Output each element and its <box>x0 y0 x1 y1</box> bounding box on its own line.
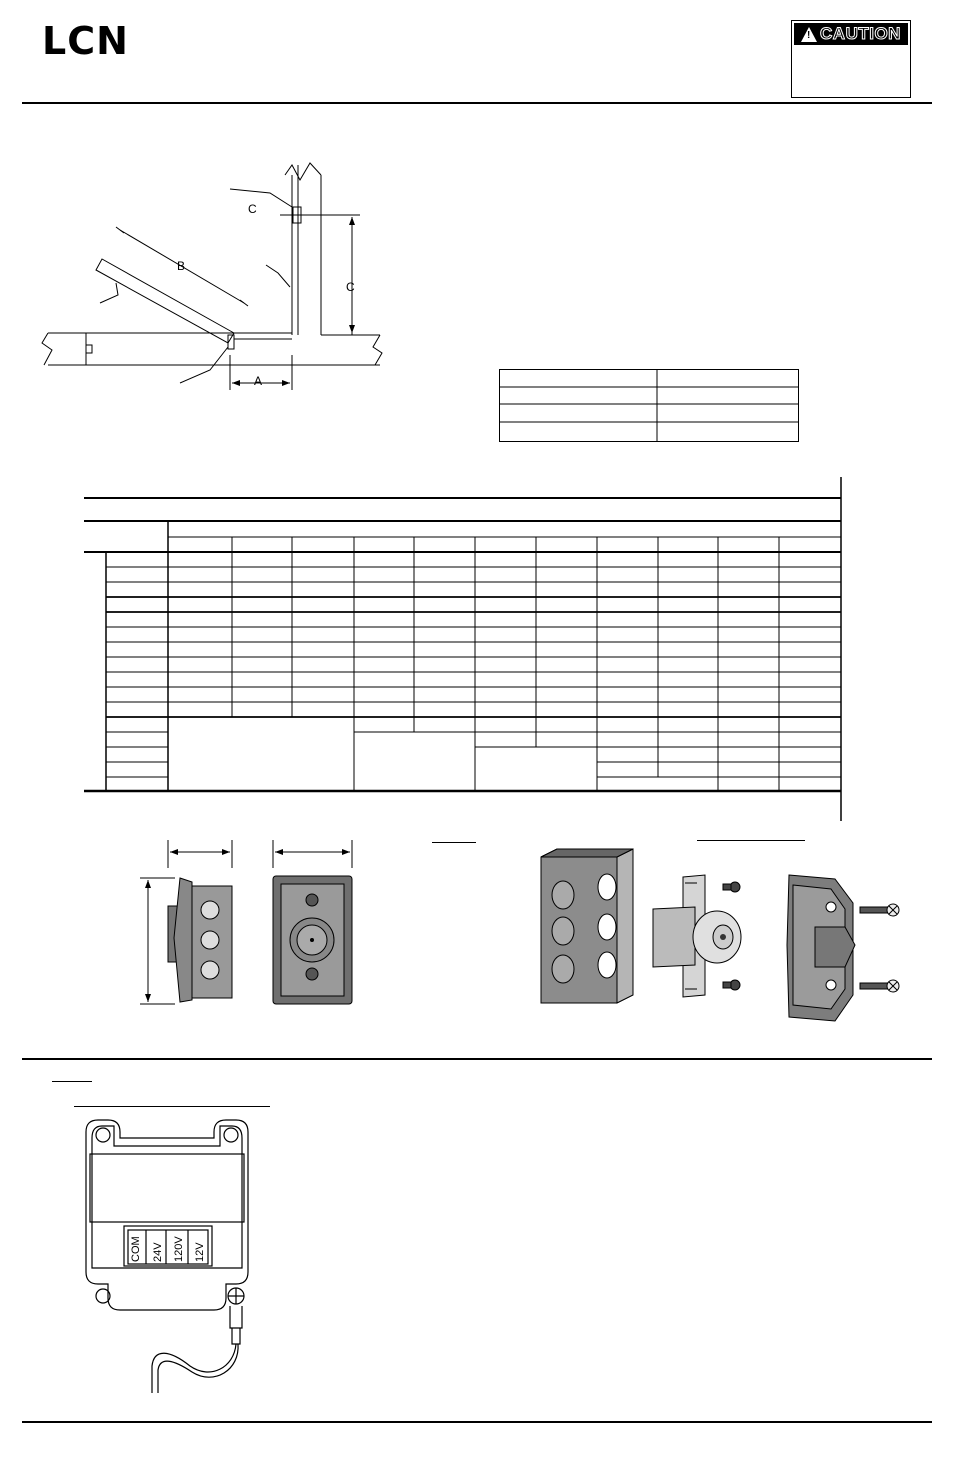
footer-rule <box>22 1421 932 1423</box>
terminal-com-label: COM <box>130 1236 142 1262</box>
power-supply-diagram <box>80 1118 270 1403</box>
caution-band <box>794 23 908 45</box>
heading-underline <box>432 842 476 843</box>
lcn-logo: LCN <box>42 19 129 63</box>
heading-underline <box>52 1081 92 1082</box>
section-rule <box>22 1058 932 1060</box>
door-frame-diagram <box>30 155 400 395</box>
exploded-assembly <box>535 845 905 1025</box>
terminal-24v-label: 24V <box>152 1242 164 1262</box>
centerline-label: C <box>248 202 257 216</box>
magnet-dimension-views <box>130 838 360 1013</box>
specification-grid <box>84 477 846 823</box>
dimension-c-label: C <box>346 280 355 294</box>
dimension-b-label: B <box>177 259 186 273</box>
caution-label: CAUTION <box>820 24 901 43</box>
heading-underline <box>74 1106 270 1107</box>
terminal-12v-label: 12V <box>194 1242 206 1262</box>
small-table <box>499 369 799 442</box>
header-rule <box>22 102 932 104</box>
caution-box <box>791 20 911 98</box>
warning-icon: ! <box>801 27 817 42</box>
heading-underline <box>697 840 805 841</box>
dimension-a-label: A <box>254 374 263 388</box>
terminal-120v-label: 120V <box>173 1236 185 1262</box>
